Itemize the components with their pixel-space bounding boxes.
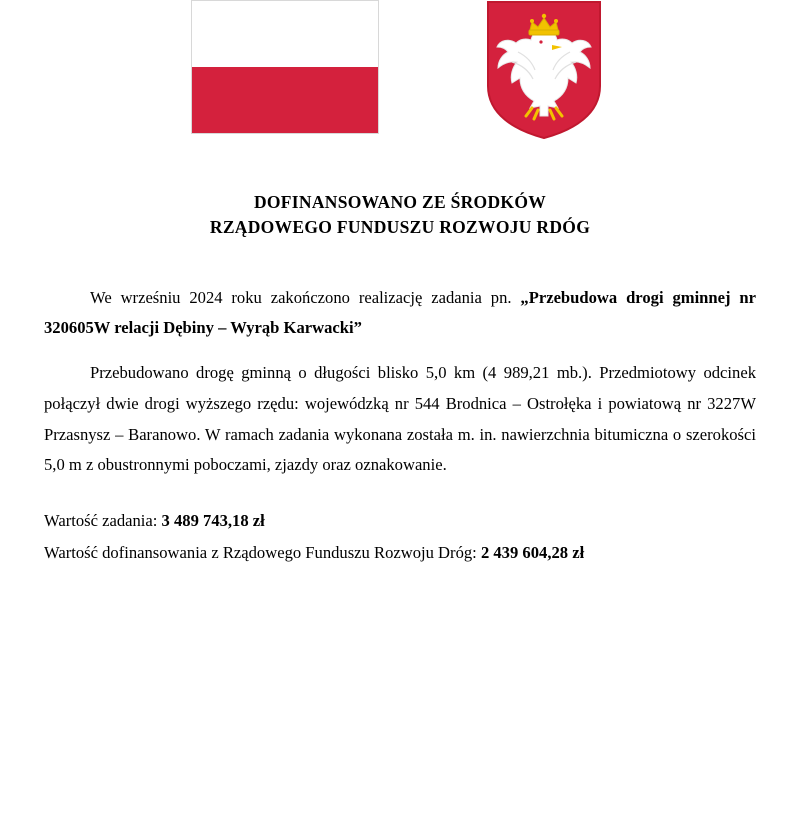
polish-flag-icon	[191, 0, 379, 134]
emblem-row	[44, 0, 756, 140]
task-value-label: Wartość zadania:	[44, 510, 162, 530]
flag-white-stripe	[192, 1, 378, 67]
flag-red-stripe	[192, 67, 378, 133]
body-text	[44, 283, 756, 481]
page-title-line-1: DOFINANSOWANO ZE ŚRODKÓW	[253, 192, 547, 212]
polish-coat-of-arms-icon	[479, 0, 609, 140]
paragraph-intro-plain: We wrześniu 2024 roku zakończono realizację zadania pn.	[90, 287, 521, 307]
page-title	[44, 190, 756, 241]
paragraph-intro	[44, 283, 756, 344]
funding-value-line	[44, 537, 756, 569]
paragraph-description: Przebudowano drogę gminną o długości blisko 5,0 km (4 989,21 mb.). Przedmiotowy odcinek połączył dwie drogi wyższego rzędu: wojewódzką nr 544 Brodnica – Ostrołęka i powiatową nr 3227W Przasnysz – Baranowo. W ramach zadania wykonana została m. in. nawierzchnia bitumiczna o szerokości 5,0 m z obustronnymi poboczami, zjazdy oraz oznakowanie.	[44, 363, 756, 475]
funding-value-amount: 2 439 604,28 zł	[480, 543, 585, 563]
task-value-line	[44, 505, 756, 537]
page-title-line-2: RZĄDOWEGO FUNDUSZU ROZWOJU RDÓG	[209, 217, 591, 238]
values-block	[44, 505, 756, 570]
funding-value-label: Wartość dofinansowania z Rządowego Funduszu Rozwoju Dróg:	[44, 543, 481, 563]
task-value-amount: 3 489 743,18 zł	[161, 510, 265, 530]
project-name: „Przebudowa drogi gminnej nr 320605W relacji Dębiny – Wyrąb Karwacki”	[44, 287, 756, 338]
